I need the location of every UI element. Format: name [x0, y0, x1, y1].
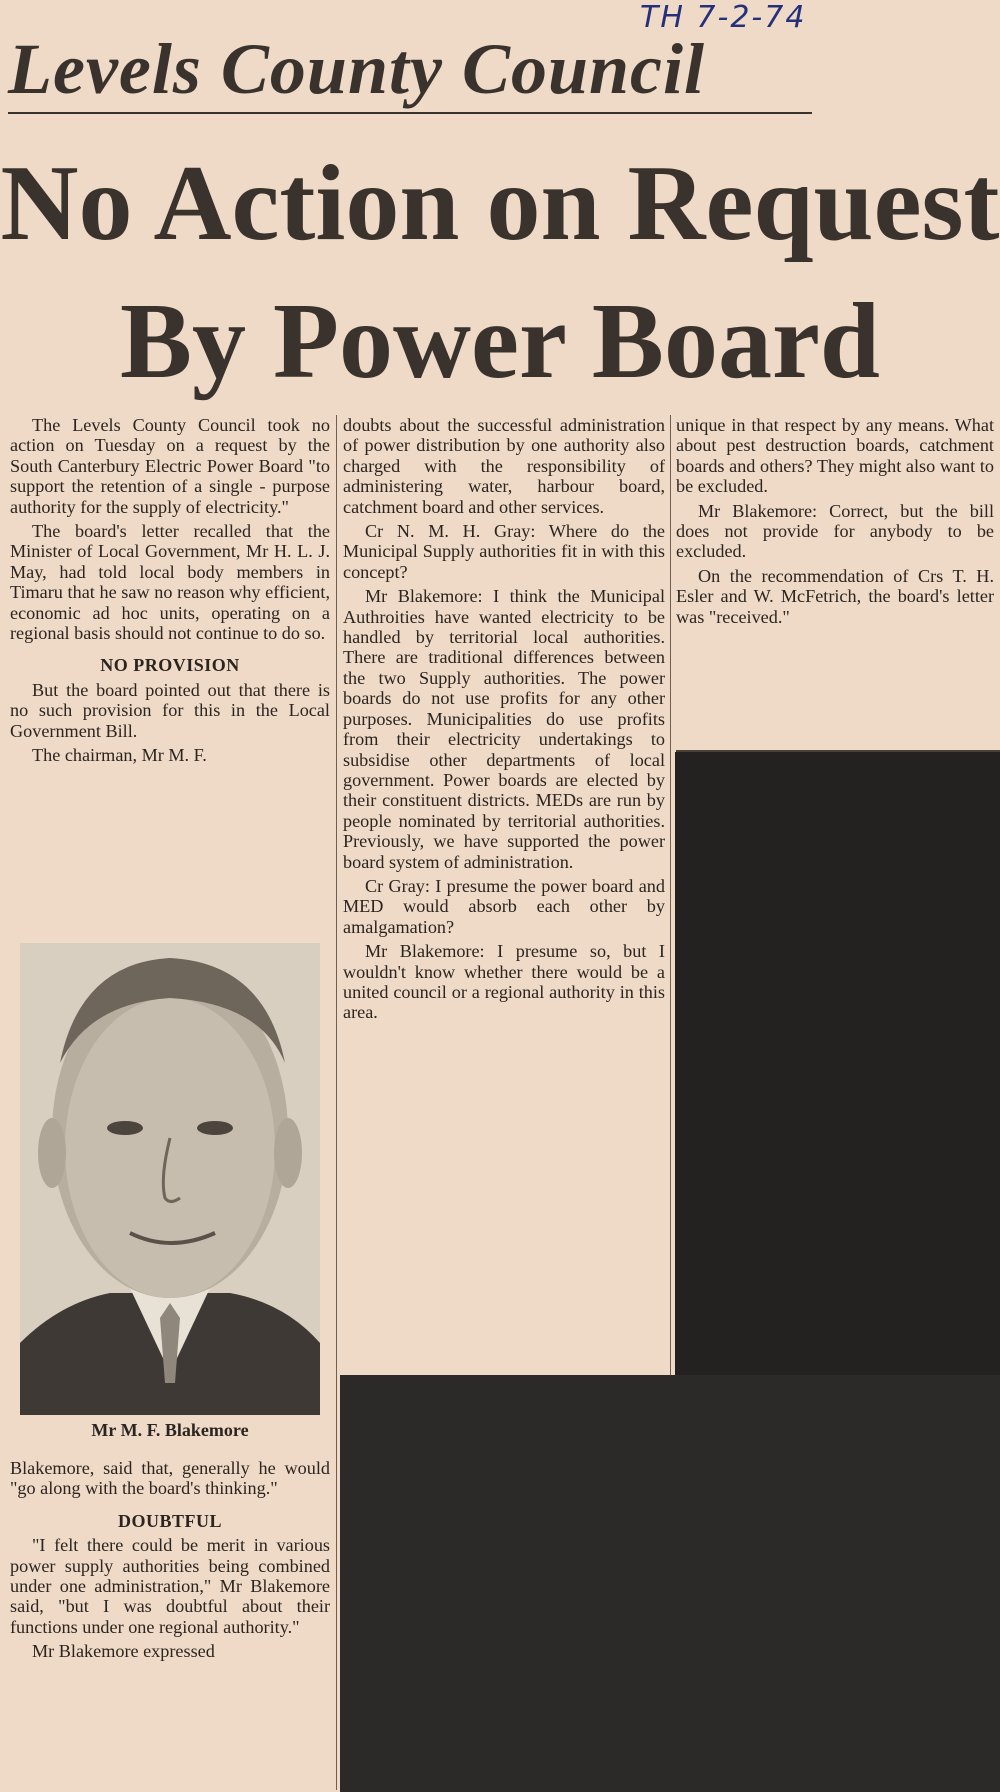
paragraph: unique in that respect by any means. What about pest destruction boards, catchment boards and others? They might also want to be excluded. [676, 415, 994, 497]
column-divider-2 [670, 415, 671, 1375]
paragraph: The board's letter recalled that the Minister of Local Government, Mr H. L. J. May, had told local body members in Timaru that he saw no reason why efficient, economic ad hoc units, operating on a regional basis should not continue to do so. [10, 521, 330, 644]
article-column-1 [10, 415, 330, 770]
subheading: DOUBTFUL [117, 1510, 222, 1531]
portrait-illustration [20, 943, 320, 1415]
kicker-title: Levels County Council [8, 29, 706, 109]
paragraph: The Levels County Council took no action on Tuesday on a request by the South Canterbury Electric Power Board "to support the retention of a single - purpose authority for the supply of electricity." [10, 415, 330, 517]
article-column-3 [676, 415, 994, 631]
paragraph: Blakemore, said that, generally he would "go along with the board's thinking." [10, 1458, 330, 1499]
scan-background-bottom [340, 1375, 1000, 1792]
kicker-underline [8, 112, 812, 114]
paragraph: "I felt there could be merit in various power supply authorities being combined under one administration," Mr Blakemore said, "but I was doubtful about their functions under one regional authority." [10, 1535, 330, 1637]
paragraph: doubts about the successful administration of power distribution by one authority also charged with the responsibility of administering water, harbour board, catchment board and other services. [343, 415, 665, 517]
headline-line-1: No Action on Request [0, 144, 1000, 263]
paragraph: On the recommendation of Crs T. H. Esler and W. McFetrich, the board's letter was "received." [676, 565, 994, 627]
paragraph: Mr Blakemore: I think the Municipal Authroities have wanted electricity to be handled by territorial local authorities. There are traditional differences between the two Supply authorities. The power boards do not use profits for any other purposes. Municipalities do use profits from their electricity undertakings to subsidise other departments of local government. Power boards are elected by their constituent districts. MEDs are run by people nominated by territorial authorities. Previously, we have supported the power board system of administration. [343, 586, 665, 872]
headline [0, 135, 1000, 411]
column-divider-1 [336, 415, 337, 1790]
photo-caption: Mr M. F. Blakemore [91, 1420, 249, 1440]
article-column-2 [343, 415, 665, 1027]
handwritten-date-note: TH 7-2-74 [640, 0, 807, 35]
paragraph: But the board pointed out that there is no such provision for this in the Local Government Bill. [10, 679, 330, 741]
paragraph: Cr Gray: I presume the power board and MED would absorb each other by amalgamation? [343, 875, 665, 937]
portrait-photo [20, 943, 320, 1415]
column-3-end-rule [676, 750, 1000, 752]
subheading: NO PROVISION [100, 655, 240, 676]
headline-line-2: By Power Board [120, 282, 880, 401]
paragraph: Mr Blakemore: Correct, but the bill does not provide for anybody to be excluded. [676, 500, 994, 562]
paragraph: Mr Blakemore: I presume so, but I wouldn't know whether there would be a united council or a regional authority in this area. [343, 941, 665, 1023]
article-column-1-continued [10, 1458, 330, 1666]
paragraph: The chairman, Mr M. F. [32, 745, 207, 766]
paragraph: Mr Blakemore expressed [32, 1641, 215, 1662]
paragraph: Cr N. M. H. Gray: Where do the Municipal Supply authorities fit in with this concept? [343, 521, 665, 582]
